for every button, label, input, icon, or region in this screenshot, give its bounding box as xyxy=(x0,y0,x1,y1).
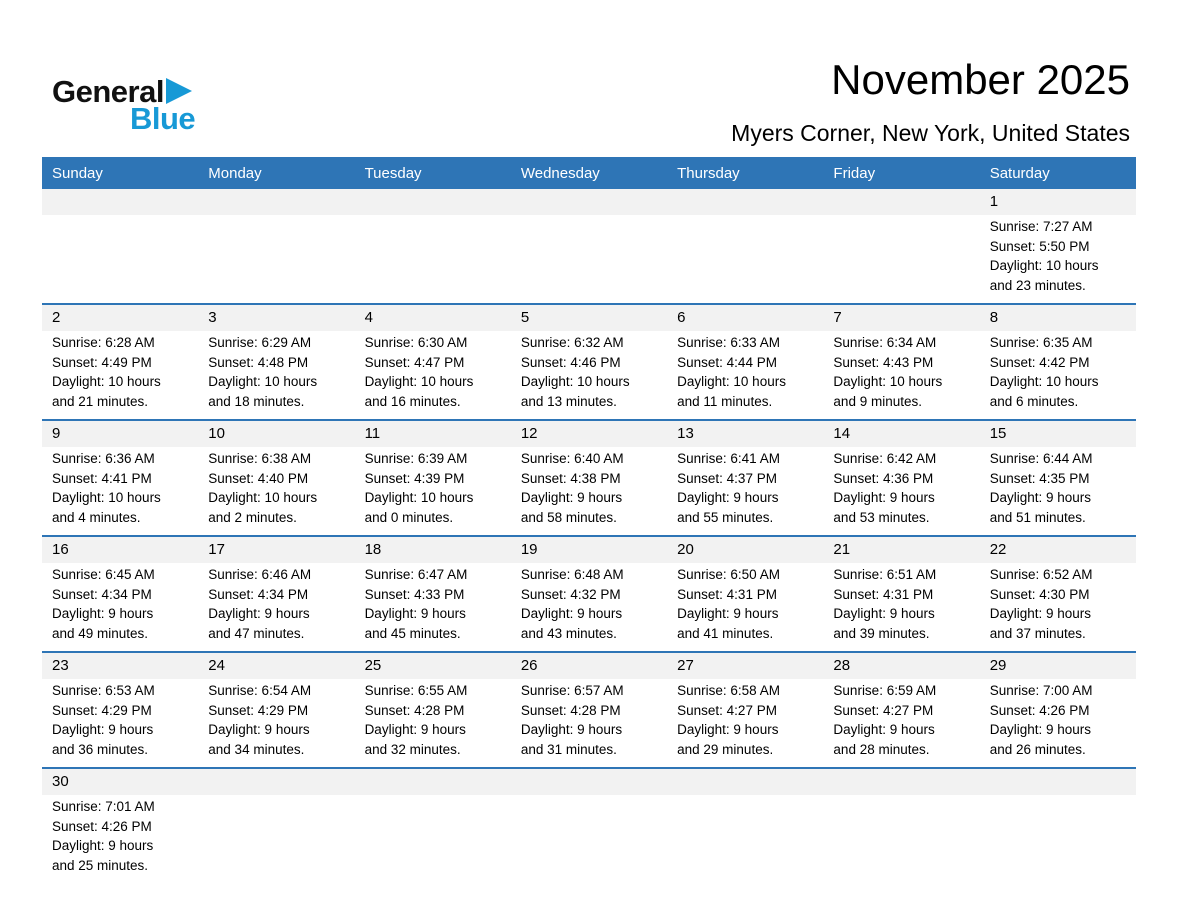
sunset-text: Sunset: 4:39 PM xyxy=(364,470,465,486)
sunrise-text: Sunrise: 6:42 AM xyxy=(833,451,937,466)
sunset-text: Sunset: 5:50 PM xyxy=(989,238,1090,254)
sunset-text: Sunset: 4:41 PM xyxy=(52,470,152,486)
day-cell-30 xyxy=(42,795,198,883)
daylight-text-line2: and 37 minutes. xyxy=(989,625,1086,641)
day-number-21: 21 xyxy=(833,541,851,558)
empty-day-cell xyxy=(198,795,354,883)
sunrise-text: Sunrise: 6:45 AM xyxy=(52,567,155,582)
day-cell-24 xyxy=(198,679,354,767)
day-number-26: 26 xyxy=(520,657,538,674)
daylight-text-line1: Daylight: 9 hours xyxy=(364,606,466,621)
daylight-text-line1: Daylight: 9 hours xyxy=(364,722,466,737)
day-number-strip xyxy=(42,305,1136,331)
week-row-5 xyxy=(42,651,1136,767)
daylight-text-line1: Daylight: 10 hours xyxy=(677,374,786,389)
weekday-sunday: Sunday xyxy=(52,164,103,182)
daylight-text-line2: and 6 minutes. xyxy=(989,393,1079,409)
sunset-text: Sunset: 4:37 PM xyxy=(677,470,777,486)
day-number-9: 9 xyxy=(52,425,61,442)
sunset-text: Sunset: 4:44 PM xyxy=(677,354,777,370)
day-cell-8 xyxy=(980,331,1136,419)
sunrise-text: Sunrise: 6:48 AM xyxy=(520,567,624,582)
daylight-text-line2: and 45 minutes. xyxy=(364,625,461,641)
day-number-strip xyxy=(42,769,1136,795)
empty-day-number xyxy=(42,189,198,215)
empty-day-cell xyxy=(511,795,667,883)
day-cell-29 xyxy=(980,679,1136,767)
day-number-27: 27 xyxy=(677,657,694,674)
empty-day-cell xyxy=(823,215,979,303)
day-cell-10 xyxy=(198,447,354,535)
week-row-4 xyxy=(42,535,1136,651)
day-number-20: 20 xyxy=(677,541,694,558)
day-cell-21 xyxy=(823,563,979,651)
daylight-text-line1: Daylight: 9 hours xyxy=(833,490,935,505)
day-number-15: 15 xyxy=(989,425,1007,442)
sunset-text: Sunset: 4:48 PM xyxy=(208,354,309,370)
daylight-text-line1: Daylight: 10 hours xyxy=(208,374,318,389)
sunrise-text: Sunrise: 6:44 AM xyxy=(989,451,1093,466)
day-cell-22 xyxy=(980,563,1136,651)
weekday-tuesday: Tuesday xyxy=(364,164,422,182)
empty-day-number xyxy=(511,189,667,215)
day-cell-17 xyxy=(198,563,354,651)
sunrise-text: Sunrise: 6:57 AM xyxy=(520,683,624,698)
daylight-text-line2: and 4 minutes. xyxy=(52,509,141,525)
sunrise-text: Sunrise: 6:52 AM xyxy=(989,567,1093,582)
weekday-header-row xyxy=(42,157,1136,189)
sunrise-text: Sunrise: 6:50 AM xyxy=(677,567,780,582)
daylight-text-line1: Daylight: 10 hours xyxy=(833,374,943,389)
sunrise-text: Sunrise: 6:54 AM xyxy=(208,683,312,698)
day-cell-7 xyxy=(823,331,979,419)
daylight-text-line2: and 47 minutes. xyxy=(208,625,305,641)
day-cell-9 xyxy=(42,447,198,535)
daylight-text-line2: and 53 minutes. xyxy=(833,509,930,525)
daylight-text-line2: and 28 minutes. xyxy=(833,741,930,757)
day-number-8: 8 xyxy=(989,309,999,326)
daylight-text-line2: and 13 minutes. xyxy=(520,393,617,409)
week-row-1 xyxy=(42,189,1136,303)
sunrise-text: Sunrise: 6:33 AM xyxy=(677,335,780,350)
sunrise-text: Sunrise: 6:59 AM xyxy=(833,683,937,698)
day-cell-5 xyxy=(511,331,667,419)
general-blue-logo xyxy=(52,76,195,134)
daylight-text-line1: Daylight: 10 hours xyxy=(364,374,474,389)
empty-day-cell xyxy=(511,215,667,303)
daylight-text-line1: Daylight: 9 hours xyxy=(677,490,779,505)
sunset-text: Sunset: 4:32 PM xyxy=(520,586,621,602)
sunrise-text: Sunrise: 6:38 AM xyxy=(208,451,312,466)
daylight-text-line1: Daylight: 9 hours xyxy=(520,490,623,505)
empty-day-cell xyxy=(355,215,511,303)
sunrise-text: Sunrise: 6:40 AM xyxy=(520,451,624,466)
day-number-6: 6 xyxy=(677,309,686,326)
weekday-saturday: Saturday xyxy=(989,164,1050,182)
sunrise-text: Sunrise: 6:46 AM xyxy=(208,567,312,582)
day-cell-13 xyxy=(667,447,823,535)
empty-day-cell xyxy=(667,795,823,883)
day-details-row xyxy=(42,679,1136,767)
empty-day-cell xyxy=(667,215,823,303)
sunrise-text: Sunrise: 6:39 AM xyxy=(364,451,468,466)
daylight-text-line2: and 11 minutes. xyxy=(677,393,773,409)
sunrise-text: Sunrise: 6:47 AM xyxy=(364,567,468,582)
daylight-text-line2: and 55 minutes. xyxy=(677,509,774,525)
day-details-row xyxy=(42,563,1136,651)
daylight-text-line1: Daylight: 9 hours xyxy=(520,722,623,737)
day-cell-11 xyxy=(355,447,511,535)
sunset-text: Sunset: 4:43 PM xyxy=(833,354,934,370)
logo-blue-text: Blue xyxy=(130,101,196,136)
day-number-17: 17 xyxy=(208,541,225,558)
day-number-16: 16 xyxy=(52,541,69,558)
day-cell-26 xyxy=(511,679,667,767)
logo-general-text: General xyxy=(52,74,164,109)
day-number-14: 14 xyxy=(833,425,851,442)
daylight-text-line1: Daylight: 10 hours xyxy=(989,374,1099,389)
sunset-text: Sunset: 4:49 PM xyxy=(52,354,152,370)
day-number-2: 2 xyxy=(52,309,61,326)
day-cell-6 xyxy=(667,331,823,419)
empty-day-number xyxy=(667,189,823,215)
weekday-friday: Friday xyxy=(833,164,876,182)
daylight-text-line2: and 26 minutes. xyxy=(989,741,1086,757)
day-cell-25 xyxy=(355,679,511,767)
daylight-text-line1: Daylight: 9 hours xyxy=(833,606,935,621)
weekday-monday: Monday xyxy=(208,164,262,182)
daylight-text-line1: Daylight: 9 hours xyxy=(52,722,154,737)
day-details-row xyxy=(42,331,1136,419)
daylight-text-line1: Daylight: 10 hours xyxy=(364,490,474,505)
daylight-text-line2: and 18 minutes. xyxy=(208,393,305,409)
location-subtitle: Myers Corner, New York, United States xyxy=(731,120,1130,146)
day-cell-1 xyxy=(980,215,1136,303)
week-row-3 xyxy=(42,419,1136,535)
sunset-text: Sunset: 4:31 PM xyxy=(677,586,777,602)
day-number-1: 1 xyxy=(989,193,999,210)
day-details-row xyxy=(42,215,1136,303)
daylight-text-line1: Daylight: 9 hours xyxy=(52,606,154,621)
day-cell-23 xyxy=(42,679,198,767)
sunset-text: Sunset: 4:33 PM xyxy=(364,586,465,602)
day-cell-28 xyxy=(823,679,979,767)
sunset-text: Sunset: 4:29 PM xyxy=(52,702,152,718)
calendar-body xyxy=(42,189,1136,883)
daylight-text-line2: and 43 minutes. xyxy=(520,625,617,641)
daylight-text-line1: Daylight: 9 hours xyxy=(989,722,1092,737)
empty-day-cell xyxy=(980,795,1136,883)
daylight-text-line1: Daylight: 10 hours xyxy=(520,374,630,389)
sunset-text: Sunset: 4:36 PM xyxy=(833,470,934,486)
day-number-3: 3 xyxy=(208,309,217,326)
day-details-row xyxy=(42,447,1136,535)
sunset-text: Sunset: 4:27 PM xyxy=(677,702,777,718)
day-number-strip xyxy=(42,653,1136,679)
empty-day-number xyxy=(511,769,667,795)
sunrise-text: Sunrise: 6:30 AM xyxy=(364,335,468,350)
empty-day-number xyxy=(198,769,354,795)
empty-day-cell xyxy=(355,795,511,883)
sunrise-text: Sunrise: 6:36 AM xyxy=(52,451,155,466)
calendar xyxy=(42,157,1136,883)
empty-day-number xyxy=(823,189,979,215)
sunset-text: Sunset: 4:30 PM xyxy=(989,586,1090,602)
day-number-24: 24 xyxy=(208,657,225,674)
day-cell-4 xyxy=(355,331,511,419)
empty-day-cell xyxy=(823,795,979,883)
daylight-text-line1: Daylight: 9 hours xyxy=(989,606,1092,621)
day-number-18: 18 xyxy=(364,541,382,558)
sunrise-text: Sunrise: 6:32 AM xyxy=(520,335,624,350)
empty-day-number xyxy=(667,769,823,795)
daylight-text-line1: Daylight: 9 hours xyxy=(208,722,310,737)
day-number-22: 22 xyxy=(989,541,1007,558)
sunset-text: Sunset: 4:34 PM xyxy=(52,586,152,602)
page-title: November 2025 xyxy=(831,56,1130,103)
day-number-25: 25 xyxy=(364,657,382,674)
sunset-text: Sunset: 4:28 PM xyxy=(364,702,465,718)
day-number-7: 7 xyxy=(833,309,842,326)
day-number-19: 19 xyxy=(520,541,538,558)
daylight-text-line2: and 23 minutes. xyxy=(989,277,1086,293)
daylight-text-line1: Daylight: 9 hours xyxy=(833,722,935,737)
daylight-text-line2: and 39 minutes. xyxy=(833,625,930,641)
sunrise-text: Sunrise: 6:34 AM xyxy=(833,335,937,350)
empty-day-number xyxy=(198,189,354,215)
daylight-text-line1: Daylight: 9 hours xyxy=(677,606,779,621)
sunrise-text: Sunrise: 6:35 AM xyxy=(989,335,1093,350)
header-titles xyxy=(731,56,1130,147)
daylight-text-line1: Daylight: 9 hours xyxy=(52,838,154,853)
day-cell-3 xyxy=(198,331,354,419)
sunset-text: Sunset: 4:29 PM xyxy=(208,702,309,718)
day-cell-12 xyxy=(511,447,667,535)
daylight-text-line2: and 58 minutes. xyxy=(520,509,617,525)
daylight-text-line1: Daylight: 9 hours xyxy=(677,722,779,737)
sunrise-text: Sunrise: 6:58 AM xyxy=(677,683,780,698)
day-number-23: 23 xyxy=(52,657,69,674)
empty-day-cell xyxy=(42,215,198,303)
day-number-10: 10 xyxy=(208,425,225,442)
day-number-strip xyxy=(42,537,1136,563)
empty-day-number xyxy=(355,769,511,795)
daylight-text-line1: Daylight: 9 hours xyxy=(989,490,1092,505)
empty-day-number xyxy=(980,769,1136,795)
sunset-text: Sunset: 4:31 PM xyxy=(833,586,934,602)
daylight-text-line2: and 51 minutes. xyxy=(989,509,1086,525)
sunrise-text: Sunrise: 6:41 AM xyxy=(677,451,780,466)
week-row-6 xyxy=(42,767,1136,883)
daylight-text-line2: and 16 minutes. xyxy=(364,393,461,409)
daylight-text-line1: Daylight: 9 hours xyxy=(520,606,623,621)
day-details-row xyxy=(42,795,1136,883)
day-number-strip xyxy=(42,421,1136,447)
daylight-text-line2: and 9 minutes. xyxy=(833,393,922,409)
day-cell-20 xyxy=(667,563,823,651)
weekday-wednesday: Wednesday xyxy=(520,164,600,182)
day-number-29: 29 xyxy=(989,657,1007,674)
sunrise-text: Sunrise: 6:28 AM xyxy=(52,335,155,350)
sunrise-text: Sunrise: 7:27 AM xyxy=(989,219,1093,234)
sunset-text: Sunset: 4:46 PM xyxy=(520,354,621,370)
day-number-30: 30 xyxy=(52,773,69,790)
daylight-text-line2: and 36 minutes. xyxy=(52,741,149,757)
day-number-strip xyxy=(42,189,1136,215)
daylight-text-line2: and 49 minutes. xyxy=(52,625,149,641)
day-cell-16 xyxy=(42,563,198,651)
daylight-text-line2: and 2 minutes. xyxy=(208,509,297,525)
sunrise-text: Sunrise: 6:51 AM xyxy=(833,567,937,582)
day-cell-14 xyxy=(823,447,979,535)
daylight-text-line1: Daylight: 10 hours xyxy=(52,374,161,389)
sunset-text: Sunset: 4:35 PM xyxy=(989,470,1090,486)
sunset-text: Sunset: 4:26 PM xyxy=(52,818,152,834)
day-number-28: 28 xyxy=(833,657,851,674)
sunrise-text: Sunrise: 6:55 AM xyxy=(364,683,468,698)
day-number-12: 12 xyxy=(520,425,538,442)
day-number-4: 4 xyxy=(364,309,373,326)
daylight-text-line2: and 29 minutes. xyxy=(677,741,774,757)
sunset-text: Sunset: 4:28 PM xyxy=(520,702,621,718)
day-cell-15 xyxy=(980,447,1136,535)
sunset-text: Sunset: 4:27 PM xyxy=(833,702,934,718)
week-row-2 xyxy=(42,303,1136,419)
empty-day-number xyxy=(823,769,979,795)
sunrise-text: Sunrise: 7:01 AM xyxy=(52,799,155,814)
sunset-text: Sunset: 4:47 PM xyxy=(364,354,465,370)
day-cell-19 xyxy=(511,563,667,651)
daylight-text-line2: and 34 minutes. xyxy=(208,741,305,757)
sunrise-text: Sunrise: 7:00 AM xyxy=(989,683,1093,698)
empty-day-number xyxy=(355,189,511,215)
day-number-5: 5 xyxy=(520,309,530,326)
sunset-text: Sunset: 4:26 PM xyxy=(989,702,1090,718)
daylight-text-line2: and 32 minutes. xyxy=(364,741,461,757)
sunset-text: Sunset: 4:38 PM xyxy=(520,470,621,486)
day-number-13: 13 xyxy=(677,425,694,442)
sunset-text: Sunset: 4:42 PM xyxy=(989,354,1090,370)
day-number-11: 11 xyxy=(364,425,381,442)
daylight-text-line1: Daylight: 10 hours xyxy=(989,258,1099,273)
daylight-text-line2: and 41 minutes. xyxy=(677,625,774,641)
daylight-text-line1: Daylight: 10 hours xyxy=(208,490,318,505)
sunrise-text: Sunrise: 6:53 AM xyxy=(52,683,155,698)
weekday-thursday: Thursday xyxy=(677,164,740,182)
daylight-text-line2: and 25 minutes. xyxy=(52,857,149,873)
daylight-text-line2: and 0 minutes. xyxy=(364,509,454,525)
sunset-text: Sunset: 4:34 PM xyxy=(208,586,309,602)
daylight-text-line1: Daylight: 10 hours xyxy=(52,490,161,505)
logo-line-2 xyxy=(130,103,195,134)
daylight-text-line1: Daylight: 9 hours xyxy=(208,606,310,621)
sunrise-text: Sunrise: 6:29 AM xyxy=(208,335,312,350)
daylight-text-line2: and 21 minutes. xyxy=(52,393,149,409)
daylight-text-line2: and 31 minutes. xyxy=(520,741,617,757)
day-cell-18 xyxy=(355,563,511,651)
day-cell-27 xyxy=(667,679,823,767)
sunset-text: Sunset: 4:40 PM xyxy=(208,470,309,486)
empty-day-cell xyxy=(198,215,354,303)
day-cell-2 xyxy=(42,331,198,419)
